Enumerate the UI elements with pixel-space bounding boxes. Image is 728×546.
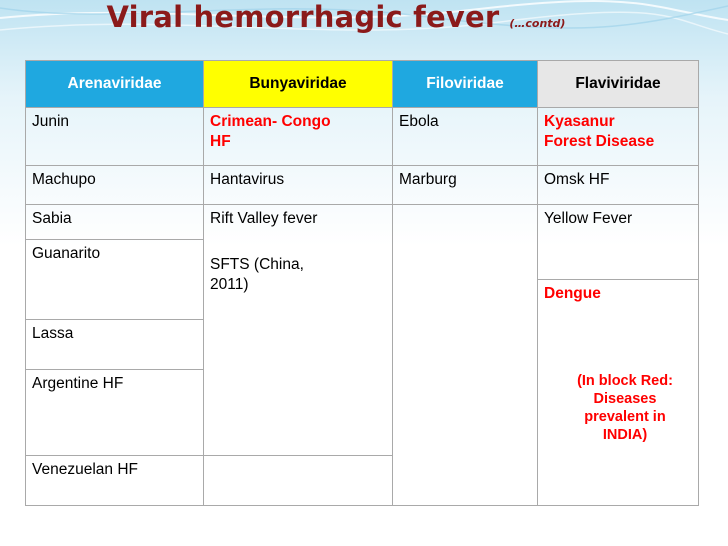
note-line-1: (In block Red: [577, 373, 673, 389]
cell-rift-valley-sfts [204, 205, 393, 456]
cell-marburg: Marburg [393, 166, 538, 205]
rift-valley-fever: Rift Valley fever [210, 210, 318, 227]
sfts-line-2: 2011) [210, 276, 249, 293]
kfd-line-2: Forest Disease [544, 133, 655, 150]
cell-bunyaviridae-bottom [204, 456, 393, 506]
header-filoviridae: Filoviridae [393, 61, 538, 108]
note-line-2: Diseases [593, 391, 657, 407]
sfts-line-1: SFTS (China, [210, 256, 304, 273]
cell-junin: Junin [26, 108, 204, 166]
cell-hantavirus: Hantavirus [204, 166, 393, 205]
table-row [26, 166, 699, 205]
cell-ebola: Ebola [393, 108, 538, 166]
cell-guanarito: Guanarito [26, 240, 204, 320]
cell-yellow-fever: Yellow Fever [538, 205, 699, 280]
cell-argentine-hf: Argentine HF [26, 370, 204, 456]
cell-omsk-hf: Omsk HF [538, 166, 699, 205]
cell-machupo: Machupo [26, 166, 204, 205]
table-row [26, 205, 699, 240]
cell-kyasanur-forest-disease [538, 108, 699, 166]
spacer [210, 229, 386, 255]
table-row [26, 108, 699, 166]
india-note [544, 372, 692, 444]
crimean-line-1: Crimean- Congo [210, 113, 331, 130]
title-sub: (…contd) [509, 17, 566, 30]
note-line-3: prevalent in [584, 409, 666, 425]
cell-crimean-congo-hf [204, 108, 393, 166]
note-line-4: INDIA) [602, 427, 648, 443]
cell-dengue-note [538, 280, 699, 506]
cell-lassa: Lassa [26, 320, 204, 370]
header-flaviviridae: Flaviviridae [538, 61, 699, 108]
cell-venezuelan-hf: Venezuelan HF [26, 456, 204, 506]
header-arenaviridae: Arenaviridae [26, 61, 204, 108]
header-row [26, 61, 699, 108]
cell-filoviridae-empty [393, 205, 538, 506]
dengue-label: Dengue [544, 285, 601, 302]
slide-title [0, 0, 728, 40]
spacer [544, 304, 692, 372]
cell-sabia: Sabia [26, 205, 204, 240]
header-bunyaviridae: Bunyaviridae [204, 61, 393, 108]
title-main: Viral hemorrhagic fever [106, 0, 500, 34]
virus-family-table [25, 60, 699, 506]
kfd-line-1: Kyasanur [544, 113, 615, 130]
crimean-line-2: HF [210, 133, 231, 150]
